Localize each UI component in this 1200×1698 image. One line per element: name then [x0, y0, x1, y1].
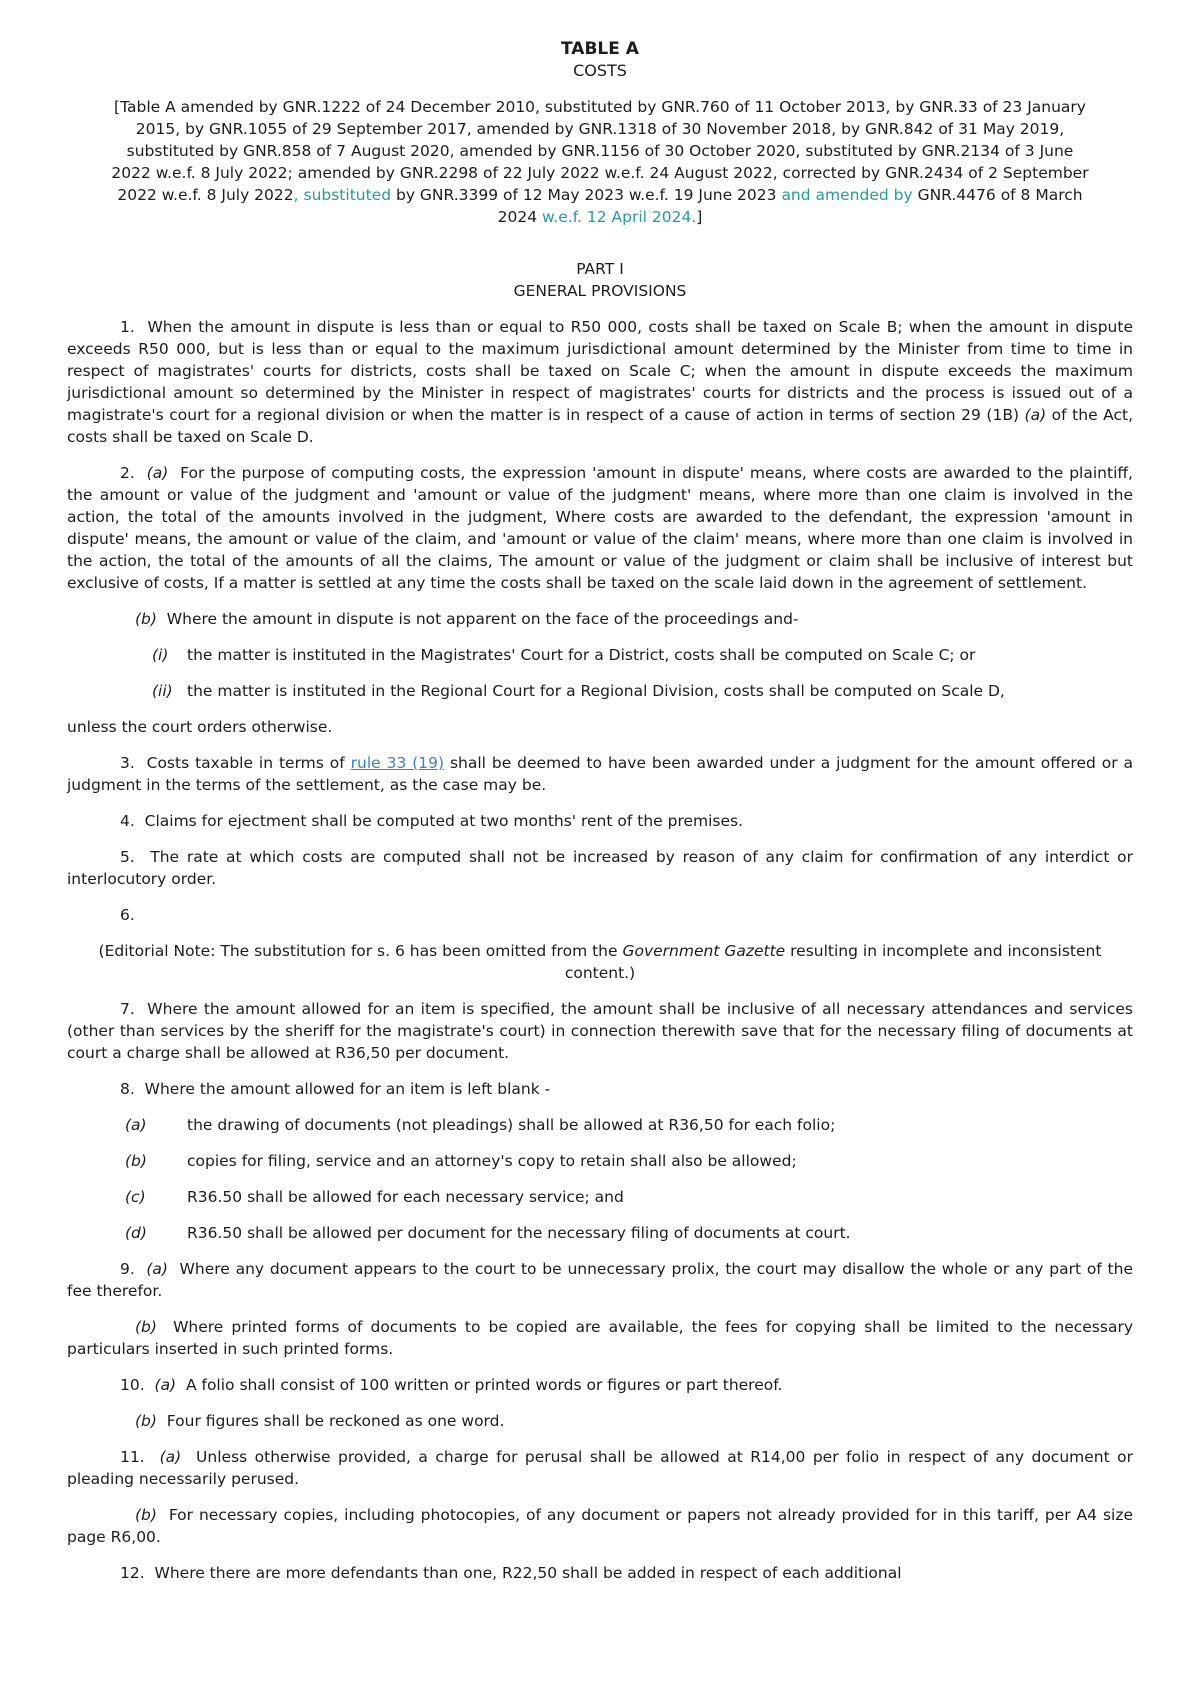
text-segment: and amended by — [781, 186, 913, 204]
editorial-note — [67, 940, 1133, 984]
list-item-a — [125, 1114, 1133, 1136]
text-segment: 5. The rate at which costs are computed shall not be increased by reason of any claim for confirmation of any interdict or interlocutory order. — [67, 848, 1133, 888]
rule-33-19-link[interactable]: rule 33 (19) — [350, 754, 445, 772]
text-segment: (b) — [135, 1318, 157, 1336]
list-marker-a: (a) — [125, 1116, 147, 1134]
paragraph-4 — [67, 810, 1133, 832]
list-marker-i: (i) — [152, 646, 169, 664]
paragraph-5 — [67, 846, 1133, 890]
paragraph-2b — [67, 608, 1133, 630]
text-segment: 7. Where the amount allowed for an item is specified, the amount shall be inclusive of all necessary attendances and services (other than services by the sheriff for the magistrate's court) in connection therewith save that for the necessary filing of documents at court a charge shall be allowed at R36,50 per document. — [67, 1000, 1133, 1062]
paragraph-3 — [67, 752, 1133, 796]
text-segment: (a) — [1024, 406, 1047, 424]
list-marker-ii: (ii) — [152, 682, 173, 700]
text-segment: Where any document appears to the court to be unnecessary prolix, the court may disallow the whole or any part of the fee therefor. — [67, 1260, 1133, 1300]
text-segment: ] — [696, 208, 703, 226]
text-segment: 1. When the amount in dispute is less than or equal to R50 000, costs shall be taxed on Scale B; when the amount in dispute exceeds R50 000, but is less than or equal to the maximum jurisdictional amount determined by the Minister from time to time in respect of magistrates' courts for districts, costs shall be taxed on Scale C; when the amount in dispute exceeds the maximum jurisdictional amount so determined by the Minister in respect of magistrates' courts for districts and the process is issued out of a magistrate's court for a regional division or when the matter is in respect of a cause of action in terms of section 29 (1B) — [67, 318, 1133, 424]
text-segment: (a) — [146, 464, 169, 482]
text-segment: (a) — [154, 1376, 177, 1394]
paragraph-9b — [67, 1316, 1133, 1360]
text-segment: [Table A amended by GNR.1222 of 24 December 2010, substituted by GNR.760 of 11 October 2013, by GNR.33 of 23 January 2015, by GNR.1055 of 29 September 2017, amended by GNR.1318 of 30 November 2018, by GNR.842 of 31 May 2019, substituted by GNR.858 of 7 August 2020, amended by GNR.1156 of 30 October 2020, substituted by GNR.2134 of 3 June 2022 w.e.f. 8 July 2022; amended by GNR.2298 of 22 July 2022 w.e.f. 24 August 2022, corrected by GNR.2434 of 2 September 2022 w.e.f. 8 July 2022 — [111, 98, 1089, 204]
paragraph-1 — [67, 316, 1133, 448]
text-segment: GNR.4476 of 8 March 2024 — [497, 186, 1083, 226]
text-segment: Unless otherwise provided, a charge for perusal shall be allowed at R14,00 per folio in respect of any document or pleading necessarily perused. — [67, 1448, 1133, 1488]
list-item-b — [125, 1150, 1133, 1172]
document-page — [67, 38, 1133, 1584]
paragraph-8 — [67, 1078, 1133, 1100]
paragraph-6 — [67, 904, 1133, 926]
text-segment: (Editorial Note: The substitution for s. 6 has been omitted from the — [98, 942, 623, 960]
text-segment: 2. — [120, 464, 147, 482]
list-marker-d: (d) — [125, 1224, 147, 1242]
paragraph-12 — [67, 1562, 1133, 1584]
paragraph-11b — [67, 1504, 1133, 1548]
list-item-b-text: copies for filing, service and an attorney's copy to retain shall also be allowed; — [187, 1152, 797, 1170]
text-segment: w.e.f. 12 April 2024. — [542, 208, 697, 226]
text-segment: 6. — [120, 906, 135, 924]
text-segment: (b) — [135, 1506, 157, 1524]
document-subtitle: COSTS — [573, 61, 627, 80]
text-segment: 4. Claims for ejectment shall be computed at two months' rent of the premises. — [120, 812, 744, 830]
text-segment: , substituted — [293, 186, 392, 204]
document-title: TABLE A — [561, 39, 639, 59]
list-item-a-text: the drawing of documents (not pleadings) shall be allowed at R36,50 for each folio; — [187, 1116, 836, 1134]
text-segment: (a) — [146, 1260, 168, 1278]
text-segment: 3. Costs taxable in terms of — [120, 754, 351, 772]
text-segment: (a) — [159, 1448, 182, 1466]
text-segment: (b) — [135, 1412, 157, 1430]
paragraph-7 — [67, 998, 1133, 1064]
text-segment: For necessary copies, including photocopies, of any document or papers not already provided for in this tariff, per A4 size page R6,00. — [67, 1506, 1133, 1546]
text-segment: Four figures shall be reckoned as one word. — [156, 1412, 505, 1430]
list-item-d — [125, 1222, 1133, 1244]
text-segment: resulting in incomplete and inconsistent content.) — [564, 942, 1102, 982]
text-segment: of the Act, costs shall be taxed on Scale D. — [67, 406, 1134, 446]
list-item-ii-text: the matter is instituted in the Regional Court for a Regional Division, costs shall be computed on Scale D, — [187, 682, 1005, 700]
text-segment: (b) — [135, 610, 157, 628]
list-marker-c: (c) — [125, 1188, 146, 1206]
amendment-note — [105, 96, 1095, 228]
paragraph-10a — [67, 1374, 1133, 1396]
list-item-i-text: the matter is instituted in the Magistrates' Court for a District, costs shall be computed on Scale C; or — [187, 646, 976, 664]
text-segment: shall be deemed to have been awarded under a judgment for the amount offered or a judgment in the terms of the settlement, as the case may be. — [67, 754, 1134, 794]
list-marker-b: (b) — [125, 1152, 147, 1170]
text-segment: by GNR.3399 of 12 May 2023 w.e.f. 19 June 2023 — [391, 186, 782, 204]
paragraph-11a — [67, 1446, 1133, 1490]
paragraph-10b — [67, 1410, 1133, 1432]
list-item-d-text: R36.50 shall be allowed per document for the necessary filing of documents at court. — [187, 1224, 851, 1242]
text-segment: 12. Where there are more defendants than one, R22,50 shall be added in respect of each additional — [120, 1564, 902, 1582]
text-segment: A folio shall consist of 100 written or printed words or figures or part thereof. — [176, 1376, 783, 1394]
text-segment: 9. — [120, 1260, 147, 1278]
paragraph-2-closing — [67, 716, 1133, 738]
text-segment: Where the amount in dispute is not apparent on the face of the proceedings and- — [156, 610, 799, 628]
list-item-ii — [152, 680, 1133, 702]
list-item-c — [125, 1186, 1133, 1208]
text-segment: Where printed forms of documents to be copied are available, the fees for copying shall be limited to the necessary particulars inserted in such printed forms. — [67, 1318, 1133, 1358]
text-segment: 8. Where the amount allowed for an item is left blank - — [120, 1080, 551, 1098]
part-heading: PART I — [576, 260, 624, 278]
list-item-c-text: R36.50 shall be allowed for each necessary service; and — [187, 1188, 624, 1206]
part-subheading: GENERAL PROVISIONS — [513, 282, 687, 300]
text-segment: 10. — [120, 1376, 155, 1394]
paragraph-2a — [67, 462, 1133, 594]
paragraph-9a — [67, 1258, 1133, 1302]
text-segment: Government Gazette — [622, 942, 786, 960]
list-item-i — [152, 644, 1133, 666]
text-segment: 11. — [120, 1448, 160, 1466]
text-segment: unless the court orders otherwise. — [67, 718, 333, 736]
text-segment: For the purpose of computing costs, the expression 'amount in dispute' means, where costs are awarded to the plaintiff, the amount or value of the judgment and 'amount or value of the judgment' means, where more than one claim is involved in the action, the total of the amounts involved in the judgment, Where costs are awarded to the defendant, the expression 'amount in dispute' means, the amount or value of the claim, and 'amount or value of the claim' means, where more than one claim is involved in the action, the total of the amounts of all the claims, The amount or value of the judgment or claim shall be inclusive of interest but exclusive of costs, If a matter is settled at any time the costs shall be taxed on the scale laid down in the agreement of settlement. — [67, 464, 1133, 592]
